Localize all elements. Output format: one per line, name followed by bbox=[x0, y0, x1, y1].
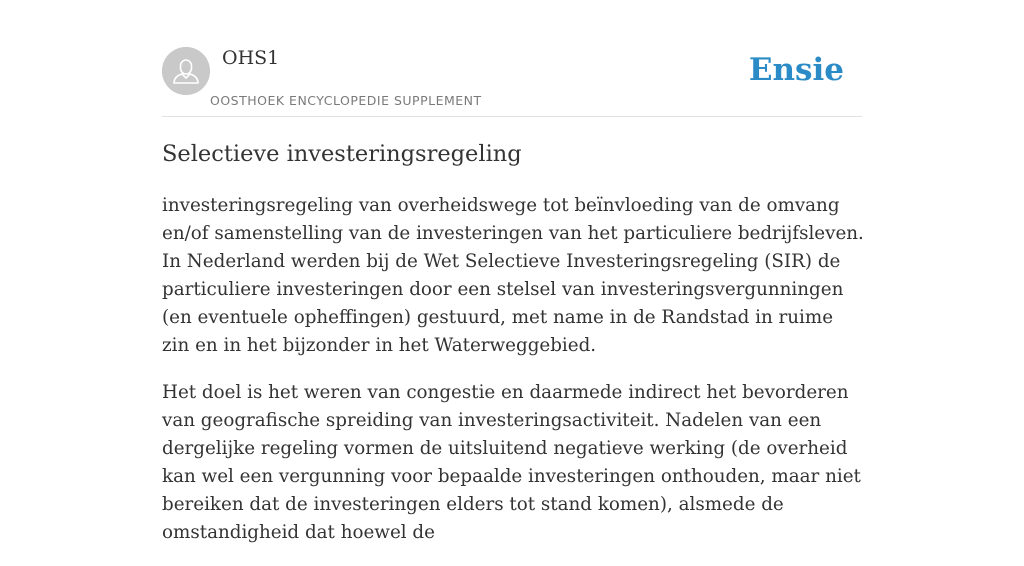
source-name[interactable]: OHS1 bbox=[222, 47, 280, 69]
source-header bbox=[162, 46, 862, 117]
article-body bbox=[162, 192, 864, 566]
source-full-name: OOSTHOEK ENCYCLOPEDIE SUPPLEMENT bbox=[210, 93, 482, 108]
user-placeholder-icon[interactable] bbox=[162, 47, 210, 95]
article-title: Selectieve investeringsregeling bbox=[162, 141, 522, 167]
ensie-logo[interactable]: Ensie bbox=[748, 52, 844, 88]
article-paragraph: Het doel is het weren van congestie en daarmede indirect het bevorderen van geografische spreiding van investeringsactiviteit. Nadelen van een dergelijke regeling vormen de uitsluitend negatieve werking (de overheid kan wel een vergunning voor bepaalde investeringen onthouden, maar niet bereiken dat de investeringen elders tot stand komen), alsmede de omstandigheid dat hoewel de bbox=[162, 382, 861, 543]
article-paragraph: investeringsregeling van overheidswege tot beïnvloeding van de omvang en/of samenstelling van de investeringen van het particuliere bedrijfsleven. In Nederland werden bij de Wet Selectieve Investeringsregeling (SIR) de particuliere investeringen door een stelsel van investeringsvergunningen (en eventuele opheffingen) gestuurd, met name in de Randstad in ruime zin en in het bijzonder in het Waterweggebied. bbox=[162, 195, 864, 356]
